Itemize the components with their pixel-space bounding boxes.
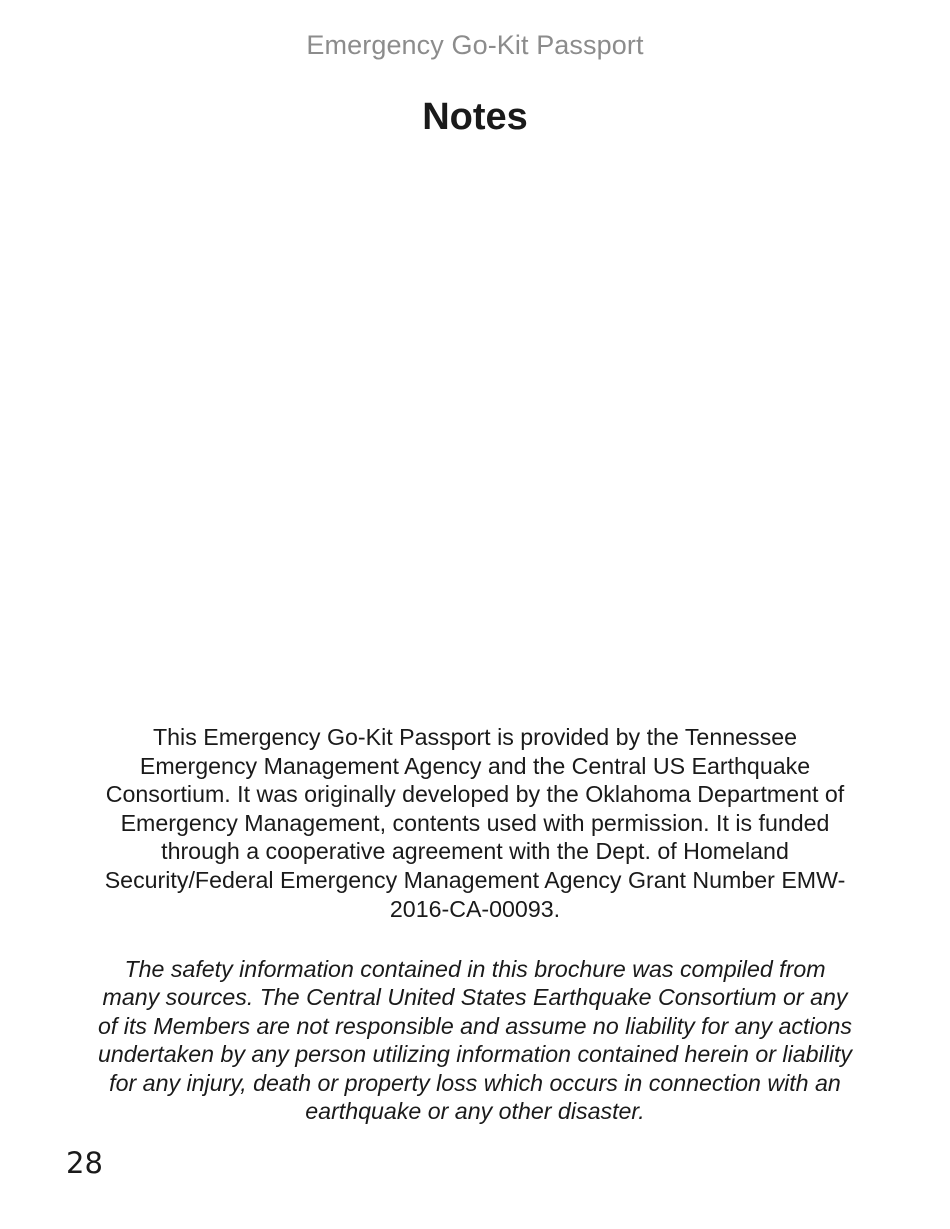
disclaimer-paragraph: The safety information contained in this brochure was compiled from many sources. The Central United States Earthquake Consortium or any of its Members are not responsible and assume no liability for any actions undertaken by any person utilizing information contained herein or liability for any injury, death or property loss which occurs in connection with an earthquake or any other disaster. — [97, 956, 853, 1125]
credits-paragraph: This Emergency Go-Kit Passport is provided by the Tennessee Emergency Management Agency and the Central US Earthquake Consortium. It was originally developed by the Oklahoma Department of Emergency Management, contents used with permission. It is funded through a cooperative agreement with the Dept. of Homeland Security/Federal Emergency Management Agency Grant Number EMW- 2016-CA-00093. — [104, 724, 846, 922]
page-title: Notes — [422, 96, 528, 138]
running-header: Emergency Go-Kit Passport — [306, 30, 644, 60]
page-number: 28 — [66, 1146, 103, 1180]
notes-area — [60, 160, 890, 700]
